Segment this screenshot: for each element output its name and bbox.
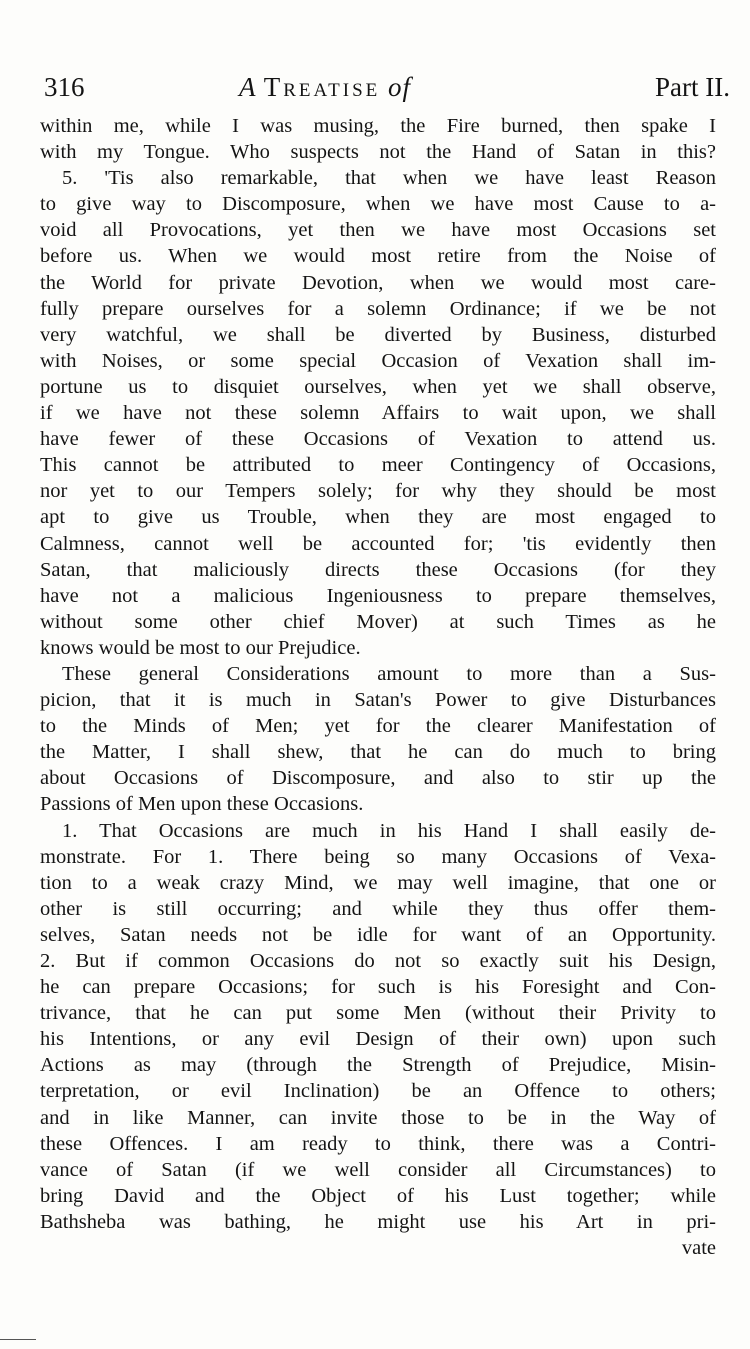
text-line: he can prepare Occasions; for such is his Foresight and Con- [40, 976, 716, 999]
text-line: within me, while I was musing, the Fire burned, then spake I [40, 115, 716, 137]
part-label: Part II. [655, 72, 730, 102]
text-line: tion to a weak crazy Mind, we may well imagine, that one or [40, 871, 716, 894]
running-header [44, 72, 730, 112]
text-line: about Occasions of Discomposure, and also to stir up the [40, 767, 716, 790]
footer-rule [0, 1339, 36, 1340]
text-line: knows would be most to our Prejudice. [40, 636, 361, 659]
catchword: vate [681, 1237, 716, 1260]
text-line: without some other chief Mover) at such Times as he [40, 610, 716, 633]
text-line: 1. That Occasions are much in his Hand I shall easily de- [62, 819, 716, 842]
text-line: terpretation, or evil Inclination) be an Offence to others; [40, 1080, 716, 1103]
running-title-main: Treatise [263, 72, 381, 102]
text-line: fully prepare ourselves for a solemn Ordinance; if we be not [40, 297, 716, 320]
text-line: his Intentions, or any evil Design of their own) upon such [40, 1028, 716, 1051]
text-line: picion, that it is much in Satan's Power to give Disturbances [40, 689, 716, 712]
text-line: Actions as may (through the Strength of Prejudice, Misin- [40, 1054, 716, 1077]
text-line: have fewer of these Occasions of Vexation to attend us. [40, 428, 716, 451]
text-line: selves, Satan needs not be idle for want of an Opportunity. [40, 923, 716, 946]
text-line: This cannot be attributed to meer Contingency of Occasions, [40, 454, 716, 477]
text-block [40, 113, 716, 1261]
text-line: Calmness, cannot well be accounted for; 'tis evidently then [40, 532, 716, 555]
text-line: nor yet to our Tempers solely; for why they should be most [40, 480, 716, 503]
text-line: These general Considerations amount to more than a Sus- [62, 662, 716, 685]
text-line: Bathsheba was bathing, he might use his Art in pri- [40, 1210, 716, 1233]
text-line: void all Provocations, yet then we have most Occasions set [40, 219, 716, 242]
text-line: and in like Manner, can invite those to be in the Way of [40, 1106, 716, 1129]
text-line: 5. 'Tis also remarkable, that when we have least Reason [62, 167, 716, 190]
text-line: to give way to Discomposure, when we have most Cause to a- [40, 193, 716, 216]
text-line: bring David and the Object of his Lust together; while [40, 1184, 716, 1207]
text-line: the World for private Devotion, when we would most care- [40, 271, 716, 294]
text-line: very watchful, we shall be diverted by Business, disturbed [40, 323, 716, 346]
running-title [239, 72, 411, 103]
text-line: with Noises, or some special Occasion of Vexation shall im- [40, 349, 716, 372]
text-line: monstrate. For 1. There being so many Occasions of Vexa- [40, 845, 716, 868]
text-line: 2. But if common Occasions do not so exactly suit his Design, [40, 950, 716, 972]
text-line: the Matter, I shall shew, that he can do much to bring [40, 741, 716, 764]
running-title-prefix: A [239, 72, 257, 102]
text-line: before us. When we would most retire from the Noise of [40, 245, 716, 268]
text-line: other is still occurring; and while they thus offer them- [40, 897, 716, 920]
text-line: if we have not these solemn Affairs to wait upon, we shall [40, 402, 716, 425]
text-line: apt to give us Trouble, when they are most engaged to [40, 506, 716, 529]
text-line: to the Minds of Men; yet for the clearer Manifestation of [40, 715, 716, 738]
text-line: Passions of Men upon these Occasions. [40, 793, 364, 816]
running-title-suffix: of [388, 72, 412, 102]
text-line: portune us to disquiet ourselves, when yet we shall observe, [40, 375, 716, 398]
text-line: trivance, that he can put some Men (without their Privity to [40, 1002, 716, 1025]
text-line: vance of Satan (if we well consider all Circumstances) to [40, 1158, 716, 1181]
text-line: have not a malicious Ingeniousness to prepare themselves, [40, 584, 716, 607]
page-number: 316 [44, 72, 85, 102]
text-line: with my Tongue. Who suspects not the Hand of Satan in this? [40, 141, 716, 164]
text-line: these Offences. I am ready to think, there was a Contri- [40, 1132, 716, 1155]
text-line: Satan, that maliciously directs these Occasions (for they [40, 558, 716, 581]
